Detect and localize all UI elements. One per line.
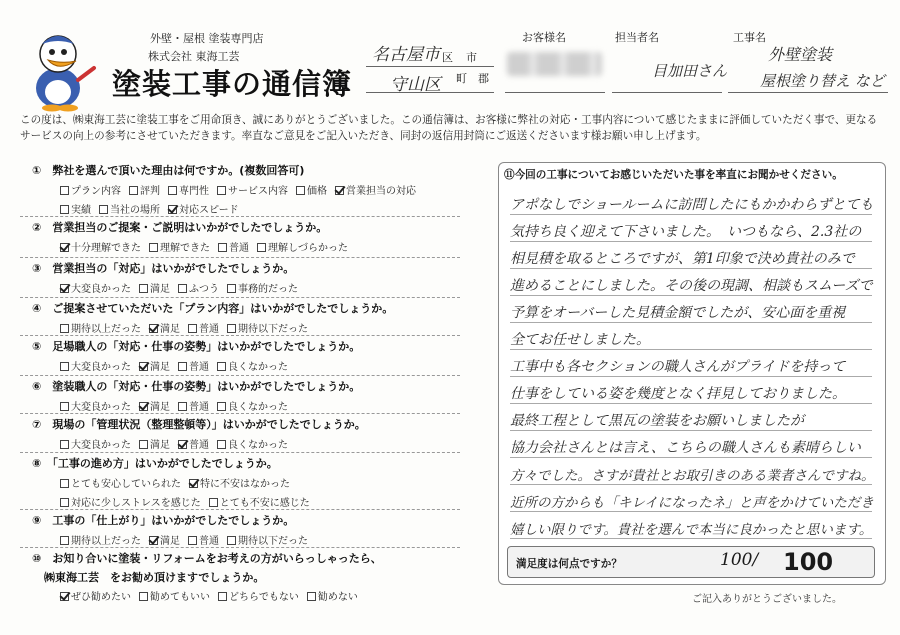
option-label: 期待以下だった (238, 536, 308, 547)
option-label: 営業担当の対応 (346, 186, 416, 197)
checkbox-icon[interactable] (60, 324, 69, 333)
option-item[interactable] (60, 324, 143, 335)
option-label: 良くなかった (228, 362, 288, 373)
option-label: とても不安に感じた (219, 498, 310, 509)
question-divider (20, 375, 460, 376)
option-label: 満足 (150, 440, 170, 451)
checkbox-icon[interactable] (218, 243, 227, 252)
duck-mascot-icon (22, 28, 100, 112)
checkbox-icon[interactable] (217, 362, 226, 371)
checkbox-icon[interactable] (139, 440, 148, 449)
checkbox-icon[interactable] (227, 324, 236, 333)
checkbox-icon[interactable] (227, 536, 236, 545)
option-label: ぜひ勧めたい (71, 592, 131, 603)
option-label: 専門性 (179, 186, 209, 197)
option-item[interactable] (188, 324, 221, 335)
option-label: 実績 (71, 205, 91, 216)
work-name-handwritten-2: 屋根塗り替え など (760, 72, 885, 90)
question-title: ⑦ 現場の「管理状況（整理整頓等）」はいかがでしたでしょうか。 (32, 418, 366, 431)
option-item[interactable] (60, 402, 133, 413)
option-item[interactable] (217, 362, 290, 373)
option-item[interactable] (335, 186, 418, 197)
ruled-line (510, 457, 872, 458)
checkbox-checked-icon[interactable] (139, 362, 148, 371)
option-row (60, 280, 306, 295)
checkbox-icon[interactable] (188, 324, 197, 333)
option-item[interactable] (227, 284, 300, 295)
ruled-line (510, 376, 872, 377)
question-divider (20, 257, 460, 258)
ruled-line (510, 349, 872, 350)
option-label: 普通 (199, 536, 219, 547)
option-label: 十分理解できた (71, 243, 141, 254)
city-label: 市 (466, 51, 477, 64)
option-label: 普通 (189, 362, 209, 373)
checkbox-icon[interactable] (60, 440, 69, 449)
option-item[interactable] (60, 362, 133, 373)
option-item[interactable] (60, 536, 143, 547)
checkbox-icon[interactable] (60, 402, 69, 411)
option-item[interactable] (99, 205, 162, 216)
checkbox-icon[interactable] (257, 243, 266, 252)
checkbox-checked-icon[interactable] (335, 186, 344, 195)
address-line-2 (366, 92, 494, 93)
option-label: 対応に少しストレスを感じた (71, 498, 201, 509)
checkbox-icon[interactable] (218, 592, 227, 601)
option-row (60, 201, 247, 216)
address-ward-handwritten: 守山区 (390, 75, 441, 95)
option-label: 大変良かった (71, 284, 131, 295)
option-label: 満足 (160, 536, 180, 547)
checkbox-checked-icon[interactable] (149, 536, 158, 545)
option-item[interactable] (139, 402, 172, 413)
question-title: ⑤ 足場職人の「対応・仕事の姿勢」はいかがでしたでしょうか。 (32, 340, 361, 353)
option-item[interactable] (139, 592, 212, 603)
checkbox-checked-icon[interactable] (189, 479, 198, 488)
checkbox-icon[interactable] (178, 362, 187, 371)
option-label: 満足 (160, 324, 180, 335)
page-title: 塗装工事の通信簿 (112, 67, 353, 101)
option-item[interactable] (178, 284, 221, 295)
question-title: ⑩ お知り合いに塗装・リフォームをお考えの方がいらっしゃったら、 (32, 552, 382, 565)
option-label: ふつう (189, 284, 219, 295)
option-label: 事務的だった (238, 284, 298, 295)
option-label: 期待以上だった (71, 536, 141, 547)
option-label: 普通 (189, 402, 209, 413)
checkbox-checked-icon[interactable] (168, 205, 177, 214)
option-row (60, 475, 298, 490)
option-row (60, 182, 424, 197)
option-label: 満足 (150, 284, 170, 295)
question-divider (20, 413, 460, 414)
checkbox-icon[interactable] (217, 402, 226, 411)
feedback-line: 方々でした。さすが貴社とお取引きのある業者さんですね。 (510, 468, 875, 484)
shop-type-text: 外壁・屋根 塗装専門店 (150, 32, 264, 45)
option-label: 期待以上だった (71, 324, 141, 335)
checkbox-icon[interactable] (178, 402, 187, 411)
work-line (728, 92, 888, 93)
question-title: ② 営業担当のご提案・ご説明はいかがでしたでしょうか。 (32, 221, 328, 234)
staff-name-handwritten: 目加田さん (652, 62, 728, 80)
address-line-1 (366, 66, 494, 67)
option-label: 普通 (199, 324, 219, 335)
ward-label: 区 (442, 51, 453, 64)
option-item[interactable] (189, 479, 292, 490)
question-title: ⑥ 塗装職人の「対応・仕事の姿勢」はいかがでしたでしょうか。 (32, 380, 361, 393)
ruled-line (510, 484, 872, 485)
option-item[interactable] (168, 186, 211, 197)
feedback-line: アポなしでショールームに訪問したにもかかわらずとても (510, 197, 874, 213)
question-divider (20, 216, 460, 217)
checkbox-icon[interactable] (217, 440, 226, 449)
option-label: プラン内容 (71, 186, 121, 197)
option-item[interactable] (178, 362, 211, 373)
customer-name-label: お客様名 (522, 31, 566, 44)
question-title: ④ ご提案させていただいた「プラン内容」はいかがでしたでしょうか。 (32, 302, 394, 315)
ruled-line (510, 241, 872, 242)
option-item[interactable] (227, 536, 310, 547)
question-divider (20, 547, 460, 548)
option-label: 理解しづらかった (268, 243, 348, 254)
option-label: 価格 (307, 186, 327, 197)
option-item[interactable] (60, 186, 123, 197)
option-row (60, 436, 296, 451)
option-item[interactable] (60, 440, 133, 451)
ruled-line (510, 430, 872, 431)
feedback-line: 進めることにしました。その後の現調、相談もスムーズで (510, 278, 873, 294)
option-item[interactable] (217, 402, 290, 413)
option-label: どちらでもない (229, 592, 299, 603)
option-item[interactable] (139, 440, 172, 451)
feedback-line: 近所の方からも「キレイになったネ」と声をかけていただき (510, 495, 874, 511)
question-title: ⑧ 「工事の進め方」はいかがでしたでしょうか。 (32, 457, 278, 470)
company-name: 株式会社 東海工芸 (148, 50, 240, 63)
option-label: とても安心していられた (71, 479, 181, 490)
checkbox-icon[interactable] (129, 186, 138, 195)
option-label: 満足 (150, 362, 170, 373)
option-item[interactable] (218, 243, 251, 254)
option-item[interactable] (149, 243, 212, 254)
question-divider (20, 509, 460, 510)
option-label: 満足 (150, 402, 170, 413)
checkbox-checked-icon[interactable] (60, 243, 69, 252)
option-item[interactable] (149, 536, 182, 547)
option-item[interactable] (217, 186, 290, 197)
option-label: 期待以下だった (238, 324, 308, 335)
option-item[interactable] (209, 498, 312, 509)
checkbox-icon[interactable] (209, 498, 218, 507)
option-item[interactable] (60, 592, 133, 603)
option-row (60, 358, 296, 373)
option-row (60, 588, 366, 603)
question-title-line2: ㈱東海工芸 をお勧め頂けますでしょうか。 (44, 571, 265, 584)
town-label: 町 (456, 72, 467, 85)
ruled-line (510, 268, 872, 269)
checkbox-icon[interactable] (139, 592, 148, 601)
work-name-label: 工事名 (733, 31, 766, 44)
question-title: ① 弊社を選んで頂いた理由は何ですか。(複数回答可) (32, 164, 305, 177)
work-name-handwritten-1: 外壁塗装 (768, 45, 833, 64)
option-label: 理解できた (160, 243, 210, 254)
checkbox-icon[interactable] (60, 362, 69, 371)
option-item[interactable] (60, 498, 203, 509)
option-row (60, 532, 316, 547)
checkbox-icon[interactable] (168, 186, 177, 195)
option-item[interactable] (296, 186, 329, 197)
option-row (60, 320, 316, 335)
question-divider (20, 452, 460, 453)
checkbox-icon[interactable] (296, 186, 305, 195)
checkbox-checked-icon[interactable] (139, 402, 148, 411)
option-label: 評判 (140, 186, 160, 197)
checkbox-icon[interactable] (139, 284, 148, 293)
question-divider (20, 335, 460, 336)
option-item[interactable] (60, 205, 93, 216)
customer-line (505, 92, 605, 93)
option-label: 大変良かった (71, 402, 131, 413)
ruled-line (510, 511, 872, 512)
staff-name-label: 担当者名 (615, 31, 659, 44)
option-item[interactable] (139, 362, 172, 373)
option-item[interactable] (188, 536, 221, 547)
score-max: 100 (783, 548, 834, 576)
option-label: 当社の場所 (110, 205, 160, 216)
checkbox-icon[interactable] (60, 536, 69, 545)
option-item[interactable] (129, 186, 162, 197)
feedback-line: 気持ち良く迎えて下さいました。 いつもなら、2.3社の (510, 224, 862, 240)
ruled-line (510, 214, 872, 215)
customer-name-redacted (507, 52, 602, 76)
intro-paragraph: この度は、㈱東海工芸に塗装工事をご用命頂き、誠にありがとうございました。この通信簿は、お客様に弊社の対応・工事内容について感じたままに評価していただく事で、更なるサービスの向上の参考にさせていただきます。率直なご意見をご記入いただき、同封の返信用封筒にご返送くださいます様お願い申し上げます。 (20, 114, 878, 142)
checkbox-icon[interactable] (149, 243, 158, 252)
option-row (60, 494, 318, 509)
checkbox-icon[interactable] (99, 205, 108, 214)
option-item[interactable] (257, 243, 350, 254)
feedback-question: ⑪今回の工事についてお感じいただいた事を率直にお聞かせください。 (504, 169, 843, 181)
option-row (60, 239, 356, 254)
checkbox-icon[interactable] (227, 284, 236, 293)
feedback-line: 全てお任せしました。 (510, 332, 650, 348)
option-item[interactable] (60, 284, 133, 295)
option-label: 大変良かった (71, 362, 131, 373)
checkbox-checked-icon[interactable] (60, 284, 69, 293)
feedback-line: 相見積を取るところですが、第1印象で決め貴社のみで (510, 251, 855, 267)
option-item[interactable] (307, 592, 360, 603)
option-item[interactable] (168, 205, 241, 216)
option-item[interactable] (218, 592, 301, 603)
option-item[interactable] (60, 479, 183, 490)
option-item[interactable] (149, 324, 182, 335)
question-divider (20, 297, 460, 298)
staff-line (612, 92, 722, 93)
option-label: 普通 (229, 243, 249, 254)
checkbox-icon[interactable] (178, 284, 187, 293)
checkbox-icon[interactable] (60, 479, 69, 488)
option-label: 勧めてもいい (150, 592, 210, 603)
option-label: 勧めない (317, 592, 358, 603)
option-label: 普通 (189, 440, 209, 451)
option-label: 大変良かった (71, 440, 131, 451)
option-item[interactable] (217, 440, 290, 451)
score-question: 満足度は何点ですか？ (516, 558, 622, 570)
option-label: 良くなかった (228, 402, 288, 413)
checkbox-checked-icon[interactable] (60, 592, 69, 601)
checkbox-icon[interactable] (60, 186, 69, 195)
ruled-line (510, 322, 872, 323)
option-label: 良くなかった (228, 440, 288, 451)
option-label: 特に不安はなかった (200, 479, 290, 490)
feedback-line: 予算をオーバーした見積金額でしたが、安心面を重視 (510, 305, 846, 321)
score-value-handwritten[interactable]: 100/ (720, 550, 759, 570)
checkbox-icon[interactable] (307, 592, 316, 601)
question-title: ⑨ 工事の「仕上がり」はいかがでしたでしょうか。 (32, 514, 295, 527)
checkbox-icon[interactable] (60, 498, 69, 507)
option-row (60, 398, 296, 413)
question-title: ③ 営業担当の「対応」はいかがでしたでしょうか。 (32, 262, 295, 275)
feedback-line: 協力会社さんとは言え、こちらの職人さんも素晴らしい (510, 440, 861, 456)
feedback-line: 最終工程として黒瓦の塗装をお願いしましたが (510, 413, 804, 429)
option-label: 対応スピード (179, 205, 239, 216)
option-item[interactable] (178, 440, 211, 451)
checkbox-icon[interactable] (217, 186, 226, 195)
option-item[interactable] (139, 284, 172, 295)
option-item[interactable] (178, 402, 211, 413)
option-item[interactable] (227, 324, 310, 335)
option-label: サービス内容 (228, 186, 288, 197)
ruled-line (510, 538, 872, 539)
ruled-line (510, 403, 872, 404)
feedback-line: 嬉しい限りです。貴社を選んで本当に良かったと思います。 (510, 522, 873, 538)
county-label: 郡 (478, 72, 489, 85)
feedback-line: 工事中も各セクションの職人さんがプライドを持って (510, 359, 846, 375)
ruled-line (510, 295, 872, 296)
thanks-text: ご記入ありがとうございました。 (692, 594, 842, 605)
checkbox-checked-icon[interactable] (149, 324, 158, 333)
address-city-handwritten: 名古屋市 (372, 45, 440, 65)
feedback-line: 仕事をしている姿を幾度となく拝見しておりました。 (510, 386, 846, 402)
checkbox-icon[interactable] (188, 536, 197, 545)
option-item[interactable] (60, 243, 143, 254)
checkbox-icon[interactable] (60, 205, 69, 214)
checkbox-checked-icon[interactable] (178, 440, 187, 449)
